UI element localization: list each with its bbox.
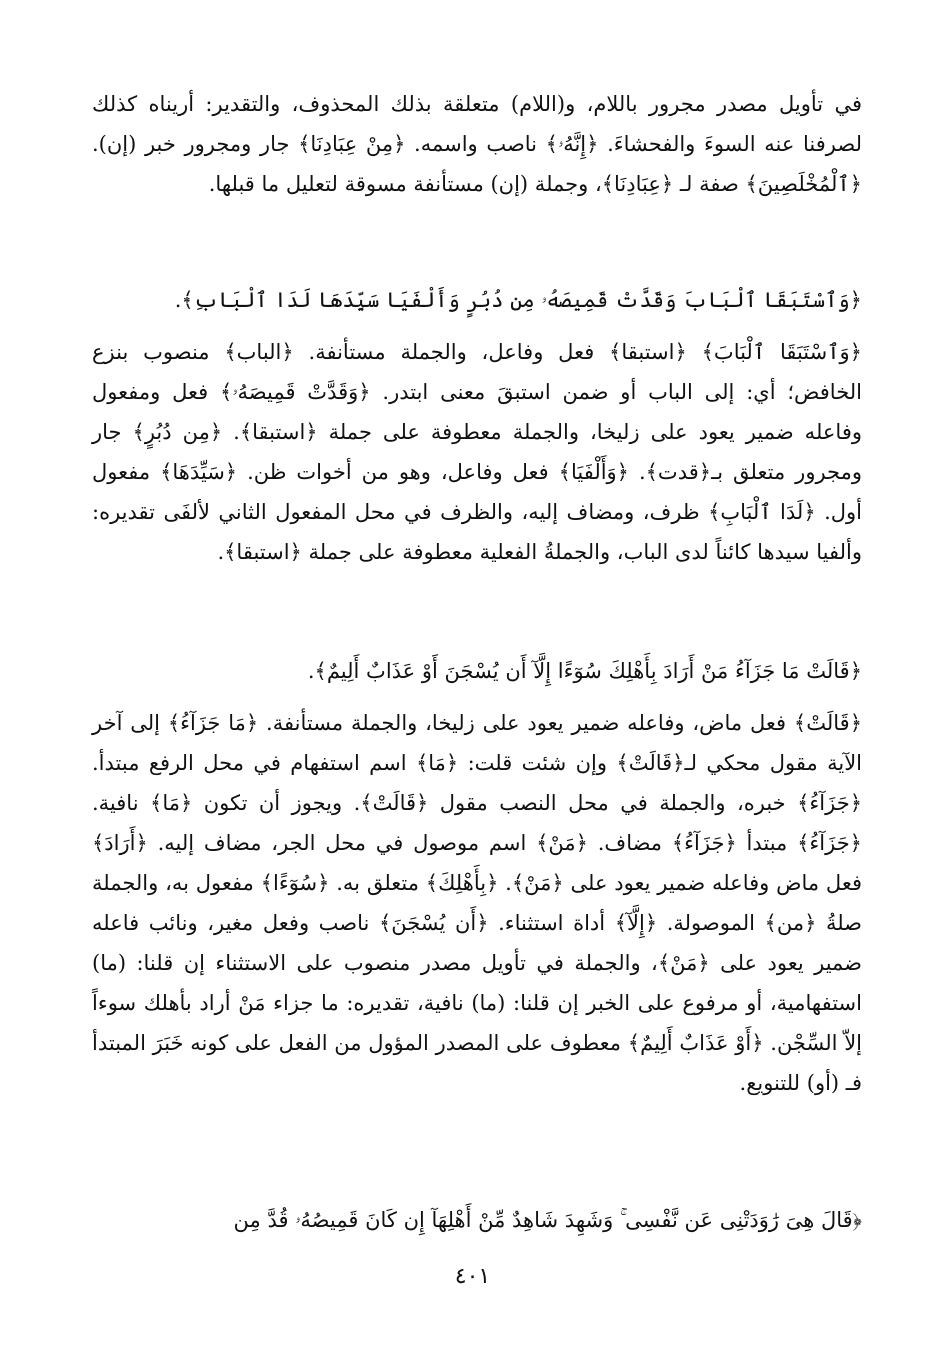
page-number: ٤٠١ [454,1264,491,1289]
commentary-paragraph: في تأويل مصدر مجرور باللام، و(اللام) متعلقة بذلك المحذوف، والتقدير: أريناه كذلك لصرفنا عنه السوءَ والفحشاءَ. ﴿إِنَّهُۥ﴾ ناصب واسمه. ﴿مِنْ عِبَادِنَا﴾ جار ومجرور خبر (إن). ﴿ٱلْمُخْلَصِينَ﴾ صفة لـ ﴿عِبَادِنَا﴾، وجملة (إن) مستأنفة مسوقة لتعليل ما قبلها. [92,92,862,196]
commentary-paragraph: ﴿قَالَتْ﴾ فعل ماض، وفاعله ضمير يعود على زليخا، والجملة مستأنفة. ﴿مَا جَزَآءُ﴾ إلى آخر الآية مقول محكي لـ﴿قَالَتْ﴾ وإن شئت قلت: ﴿مَا﴾ اسم استفهام في محل الرفع مبتدأ. ﴿جَزَآءُ﴾ خبره، والجملة في محل النصب مقول ﴿قَالَتْ﴾. ويجوز أن تكون ﴿مَا﴾ نافية. ﴿جَزَآءُ﴾ مبتدأ ﴿جَزَآءُ﴾ مضاف. ﴿مَنْ﴾ اسم موصول في محل الجر، مضاف إليه. ﴿أَرَادَ﴾ فعل ماض وفاعله ضمير يعود على ﴿مَنْ﴾. ﴿بِأَهْلِكَ﴾ متعلق به. ﴿سُوٓءًا﴾ مفعول به، والجملة صلةُ ﴿من﴾ الموصولة. ﴿إِلَّآ﴾ أداة استثناء. ﴿أَن يُسْجَنَ﴾ ناصب وفعل مغير، ونائب فاعله ضمير يعود على ﴿مَنْ﴾، والجملة في تأويل مصدر منصوب على الاستثناء إن قلنا: (ما) استفهامية، أو مرفوع على الخبر إن قلنا: (ما) نافية، تقديره: ما جزاء مَنْ أراد بأهلك سوءاً إلاّ السِّجْن. ﴿أَوْ عَذَابٌ أَلِيمٌ﴾ معطوف على المصدر المؤول من الفعل على كونه خَبَرَ المبتدأ فـ (أو) للتنويع. [92,711,862,1095]
quran-verse: ﴿وَٱسْتَبَقَا ٱلْبَابَ وَقَدَّتْ قَمِيصَهُۥ مِن دُبُرٍ وَأَلْفَيَا سَيِّدَهَا لَدَا ٱلْبَابِ﴾. [174,288,862,312]
quran-verse: ﴿قَالَتْ مَا جَزَآءُ مَنْ أَرَادَ بِأَهْلِكَ سُوٓءًا إِلَّآ أَن يُسْجَنَ أَوْ عَذَابٌ أَلِيمٌ﴾. [307,659,862,683]
quran-verse: ﴿قَالَ هِىَ رَٰوَدَتْنِى عَن نَّفْسِى ۚ وَشَهِدَ شَاهِدٌ مِّنْ أَهْلِهَآ إِن كَانَ قَمِيصُهُۥ قُدَّ مِن [233,1208,862,1232]
commentary-paragraph: ﴿وَٱسْتَبَقَا ٱلْبَابَ﴾ ﴿استبقا﴾ فعل وفاعل، والجملة مستأنفة. ﴿الباب﴾ منصوب بنزع الخافض؛ أي: إلى الباب أو ضمن استبقَ معنى ابتدر. ﴿وَقَدَّتْ قَمِيصَهُۥ﴾ فعل ومفعول وفاعله ضمير يعود على زليخا، والجملة معطوفة على جملة ﴿استبقا﴾. ﴿مِن دُبُرٍ﴾ جار ومجرور متعلق بـ﴿قدت﴾. ﴿وَأَلْفَيَا﴾ فعل وفاعل، وهو من أخوات ظن. ﴿سَيِّدَهَا﴾ مفعول أول. ﴿لَدَا ٱلْبَابِ﴾ ظرف، ومضاف إليه، والظرف في محل المفعول الثاني لألفَى تقديره: وألفيا سيدها كائناً لدى الباب، والجملةُ الفعلية معطوفة على جملة ﴿استبقا﴾. [92,340,862,564]
